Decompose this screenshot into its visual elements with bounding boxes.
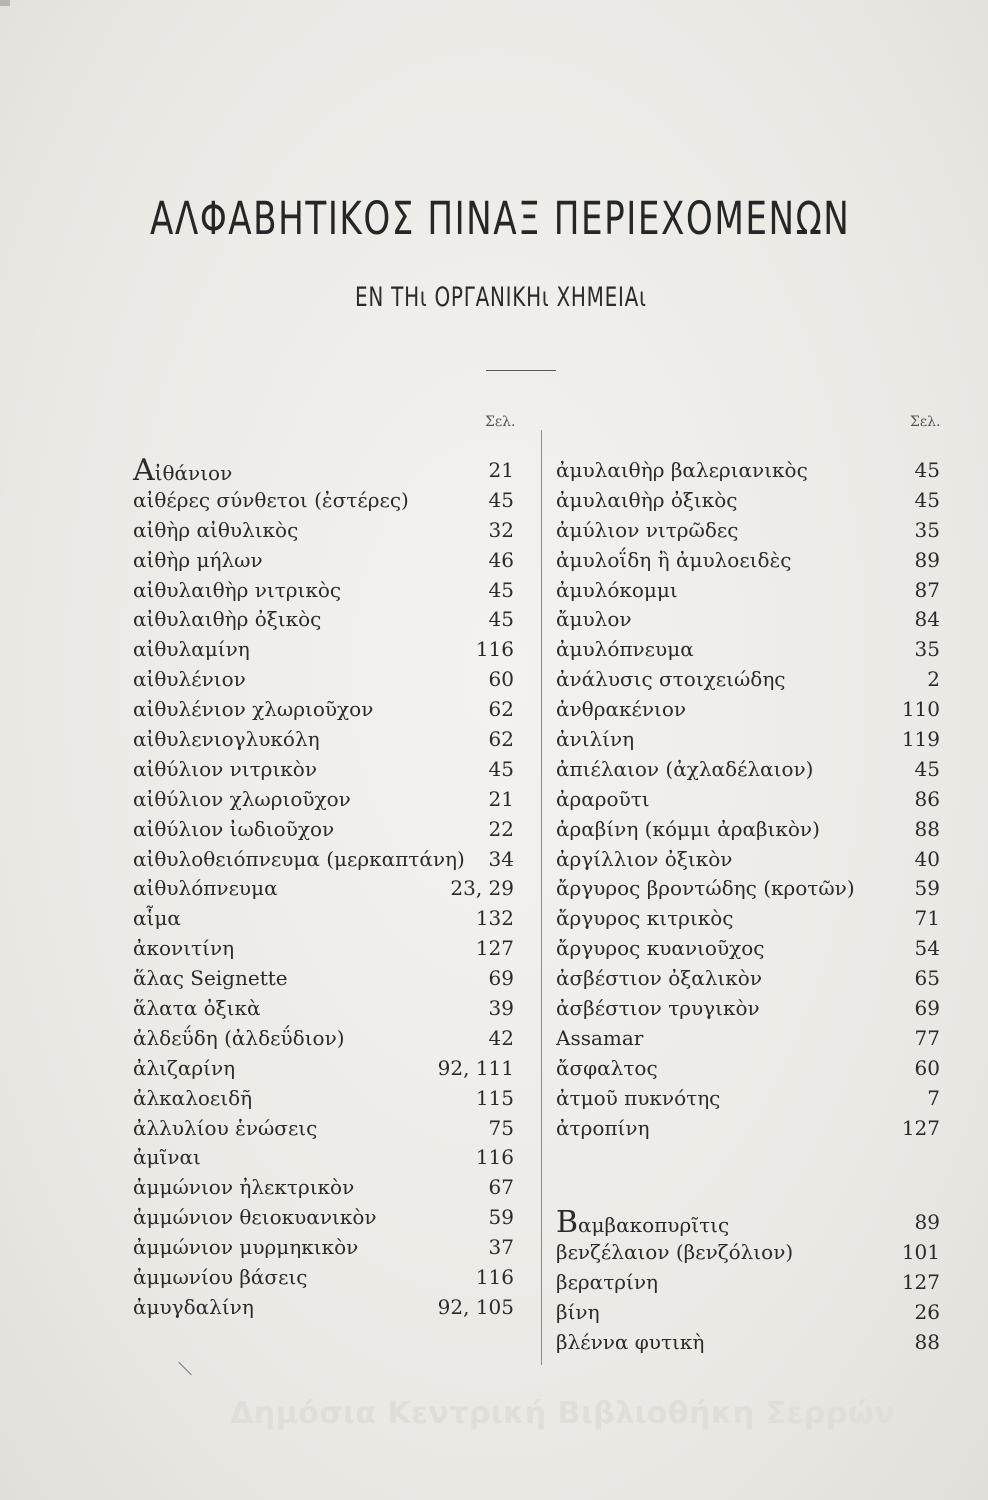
index-term: βενζέλαιον (βενζόλιον) — [556, 1239, 794, 1264]
index-term: ἀσβέστιον τρυγικὸν — [556, 996, 760, 1021]
page-number: 45 — [488, 577, 514, 602]
index-term: ἀμμώνιον μυρμηκικὸν — [133, 1235, 359, 1260]
index-term: ἀμμωνίου βάσεις — [133, 1265, 308, 1290]
page-number: 89 — [914, 547, 940, 572]
page-number: 87 — [914, 577, 940, 602]
page-number: 69 — [488, 966, 514, 991]
index-term: ἀμμώνιον ἠλεκτρικὸν — [133, 1175, 355, 1200]
left-page-header: Σελ. — [485, 414, 516, 430]
page-number: 119 — [901, 727, 940, 752]
page-number: 75 — [488, 1115, 514, 1140]
page-number: 116 — [475, 637, 514, 662]
index-term: αἰθυλενιογλυκόλη — [133, 727, 320, 752]
page-number: 45 — [914, 487, 940, 512]
page-number: 45 — [488, 607, 514, 632]
index-term: ἀτροπίνη — [556, 1115, 650, 1140]
index-term: αἰθυλαιθὴρ νιτρικὸς — [133, 577, 342, 602]
index-term: ἀλιζαρίνη — [133, 1055, 236, 1080]
page-number: 2 — [927, 667, 940, 692]
index-term: αἰθυλένιον χλωριοῦχον — [133, 697, 374, 722]
page-number: 60 — [488, 667, 514, 692]
page-number: 115 — [475, 1085, 514, 1110]
index-entry — [133, 934, 514, 964]
index-entry — [556, 845, 940, 875]
index-term: αἰθύλιον ἰωδιοῦχον — [133, 816, 335, 841]
index-term: ἄργυρος κιτρικὸς — [556, 906, 734, 931]
index-term: ἀμυλαιθὴρ ὀξικὸς — [556, 487, 738, 512]
index-term: ἅλας Seignette — [133, 966, 288, 991]
index-term: ἀμύλιον νιτρῶδες — [556, 517, 739, 542]
pen-stroke-mark — [178, 1362, 191, 1375]
index-term: Βαμβακοπυρῖτις — [556, 1205, 730, 1240]
index-entry — [133, 1084, 514, 1114]
index-entry — [556, 1298, 940, 1328]
index-term: βερατρίνη — [556, 1269, 658, 1294]
page-number: 69 — [914, 996, 940, 1021]
index-entry — [133, 453, 514, 488]
index-entry — [556, 635, 940, 665]
index-entry — [133, 1114, 514, 1144]
page-number: 45 — [914, 458, 940, 482]
page-number: 101 — [901, 1239, 940, 1264]
index-entry — [556, 605, 940, 635]
page-number: 46 — [488, 547, 514, 572]
index-entry — [133, 516, 514, 546]
page-number: 127 — [901, 1269, 940, 1294]
index-entry — [556, 994, 940, 1024]
index-entry — [556, 1114, 940, 1144]
index-entry — [556, 1024, 940, 1054]
page-number: 116 — [475, 1265, 514, 1290]
page-number: 65 — [914, 966, 940, 991]
index-entry — [133, 605, 514, 635]
page-number: 127 — [475, 936, 514, 961]
index-entry — [133, 635, 514, 665]
index-term: ἀτμοῦ πυκνότης — [556, 1085, 721, 1110]
index-entry — [556, 815, 940, 845]
index-term: ἀμυλαιθὴρ βαλεριανικὸς — [556, 458, 808, 482]
page-title: ΑΛΦΑΒΗΤΙΚΟΣ ΠΙΝΑΞ ΠΕΡΙΕΧΟΜΕΝΩΝ — [150, 192, 851, 245]
index-entry — [133, 815, 514, 845]
index-term: αἰθυλαιθὴρ ὀξικὸς — [133, 607, 322, 632]
index-entry — [556, 486, 940, 516]
page-number: 62 — [488, 697, 514, 722]
index-entry — [133, 1203, 514, 1233]
index-term: ἀλκαλοειδῆ — [133, 1085, 253, 1110]
index-entry — [556, 1238, 940, 1268]
index-term: ἀραβίνη (κόμμι ἀραβικὸν) — [556, 816, 820, 841]
index-entry — [556, 1084, 940, 1114]
index-entry — [556, 695, 940, 725]
index-entry — [133, 1024, 514, 1054]
index-term: ἀνιλίνη — [556, 727, 635, 752]
index-term: ἀλλυλίου ἑνώσεις — [133, 1115, 318, 1140]
right-index-column — [556, 456, 940, 1143]
page-number: 23, 29 — [450, 876, 514, 901]
index-entry — [556, 1054, 940, 1084]
index-entry — [133, 845, 514, 875]
index-entry — [133, 1233, 514, 1263]
page-number: 84 — [914, 607, 940, 632]
page-edge-mark — [0, 0, 10, 6]
index-entry — [133, 904, 514, 934]
index-term: ἀπιέλαιον (ἀχλαδέλαιον) — [556, 756, 814, 781]
right-page-header: Σελ. — [910, 414, 941, 430]
index-term: ἀμυλόκομμι — [556, 577, 678, 602]
page-number: 77 — [914, 1025, 940, 1050]
index-term: ἀμυλοΐδη ἢ ἀμυλοειδὲς — [556, 547, 792, 572]
page-number: 88 — [914, 1329, 940, 1354]
index-entry — [133, 695, 514, 725]
page-number: 59 — [914, 876, 940, 901]
page-number: 39 — [488, 996, 514, 1021]
index-term: αἰθὴρ μήλων — [133, 547, 263, 572]
index-term: ἀσβέστιον ὀξαλικὸν — [556, 966, 762, 991]
index-term: ἀκονιτίνη — [133, 936, 235, 961]
index-entry — [133, 1263, 514, 1293]
index-term: αἷμα — [133, 906, 181, 931]
index-entry — [556, 1205, 940, 1240]
page-number: 92, 105 — [437, 1294, 514, 1319]
index-term: αἰθυλόπνευμα — [133, 876, 278, 901]
index-entry — [556, 1268, 940, 1298]
index-entry — [133, 546, 514, 576]
index-entry — [556, 874, 940, 904]
page-number: 7 — [927, 1085, 940, 1110]
index-term: Assamar — [556, 1025, 644, 1050]
index-entry — [133, 1173, 514, 1203]
index-term: ἀργίλλιον ὀξικὸν — [556, 846, 733, 871]
index-entry — [556, 964, 940, 994]
page-number: 45 — [914, 756, 940, 781]
page-number: 32 — [488, 517, 514, 542]
page-number: 35 — [914, 637, 940, 662]
column-divider — [541, 430, 542, 1365]
index-term: Αἰθάνιον — [133, 453, 233, 488]
page-number: 54 — [914, 936, 940, 961]
index-entry — [133, 665, 514, 695]
page-number: 92, 111 — [437, 1055, 514, 1080]
index-term: αἰθὴρ αἰθυλικὸς — [133, 517, 299, 542]
index-entry — [133, 874, 514, 904]
index-term: ἀμυλόπνευμα — [556, 637, 694, 662]
right-index-column-b-section — [556, 1205, 940, 1357]
page-number: 67 — [488, 1175, 514, 1200]
page-number: 21 — [488, 458, 514, 482]
index-entry — [556, 755, 940, 785]
page-number: 21 — [488, 786, 514, 811]
index-term: βλέννα φυτικὴ — [556, 1329, 705, 1354]
index-entry — [556, 576, 940, 606]
index-entry — [556, 546, 940, 576]
page-number: 62 — [488, 727, 514, 752]
index-term: αἰθυλοθειόπνευμα (μερκαπτάνη) — [133, 846, 465, 871]
index-term: ἀνθρακένιον — [556, 697, 687, 722]
page-number: 26 — [914, 1299, 940, 1324]
index-entry — [133, 486, 514, 516]
index-entry — [133, 994, 514, 1024]
index-term: ἅλατα ὀξικὰ — [133, 996, 261, 1021]
index-entry — [556, 665, 940, 695]
library-watermark: Δημόσια Κεντρική Βιβλιοθήκη Σερρών — [230, 1396, 896, 1431]
page-number: 34 — [488, 846, 514, 871]
index-term: ἀνάλυσις στοιχειώδης — [556, 667, 786, 692]
index-entry — [133, 1054, 514, 1084]
page-number: 132 — [475, 906, 514, 931]
index-entry — [133, 576, 514, 606]
index-entry — [556, 725, 940, 755]
page-number: 116 — [475, 1145, 514, 1170]
index-term: βίνη — [556, 1299, 600, 1324]
page-number: 45 — [488, 487, 514, 512]
index-term: ἀμμώνιον θειοκυανικὸν — [133, 1205, 377, 1230]
page-number: 37 — [488, 1235, 514, 1260]
index-entry — [133, 964, 514, 994]
index-entry — [556, 516, 940, 546]
index-term: ἀλδεΰδη (ἀλδεΰδιον) — [133, 1025, 345, 1050]
page-number: 71 — [914, 906, 940, 931]
page-number: 127 — [901, 1115, 940, 1140]
index-entry — [556, 785, 940, 815]
index-term: ἀραροῦτι — [556, 786, 650, 811]
title-rule — [486, 370, 556, 371]
page-number: 60 — [914, 1055, 940, 1080]
index-term: ἀμῖναι — [133, 1145, 201, 1170]
index-entry — [133, 1143, 514, 1173]
index-entry — [556, 904, 940, 934]
page-number: 86 — [914, 786, 940, 811]
page-number: 45 — [488, 756, 514, 781]
index-term: ἄμυλον — [556, 607, 632, 632]
index-entry — [133, 785, 514, 815]
page-number: 89 — [914, 1210, 940, 1234]
index-term: αἰθυλαμίνη — [133, 637, 250, 662]
index-term: ἄργυρος κυανιοῦχος — [556, 936, 765, 961]
index-entry — [133, 725, 514, 755]
index-term: αἰθέρες σύνθετοι (ἐστέρες) — [133, 487, 409, 512]
index-term: ἄργυρος βροντώδης (κροτῶν) — [556, 876, 855, 901]
index-term: αἰθύλιον χλωριοῦχον — [133, 786, 351, 811]
index-entry — [133, 1293, 514, 1323]
left-index-column — [133, 453, 514, 1323]
index-entry — [556, 456, 940, 486]
index-term: ἄσφαλτος — [556, 1055, 658, 1080]
page-number: 35 — [914, 517, 940, 542]
page-number: 42 — [488, 1025, 514, 1050]
page-subtitle: ΕΝ ΤΗι ΟΡΓΑΝΙΚΗι ΧΗΜΕΙΑι — [355, 282, 647, 313]
index-term: ἀμυγδαλίνη — [133, 1294, 254, 1319]
index-entry — [556, 1328, 940, 1358]
index-term: αἰθύλιον νιτρικὸν — [133, 756, 317, 781]
index-term: αἰθυλένιον — [133, 667, 246, 692]
page-number: 88 — [914, 816, 940, 841]
page-number: 40 — [914, 846, 940, 871]
page-number: 110 — [901, 697, 940, 722]
index-entry — [133, 755, 514, 785]
page-number: 22 — [488, 816, 514, 841]
index-entry — [556, 934, 940, 964]
page-number: 59 — [488, 1205, 514, 1230]
